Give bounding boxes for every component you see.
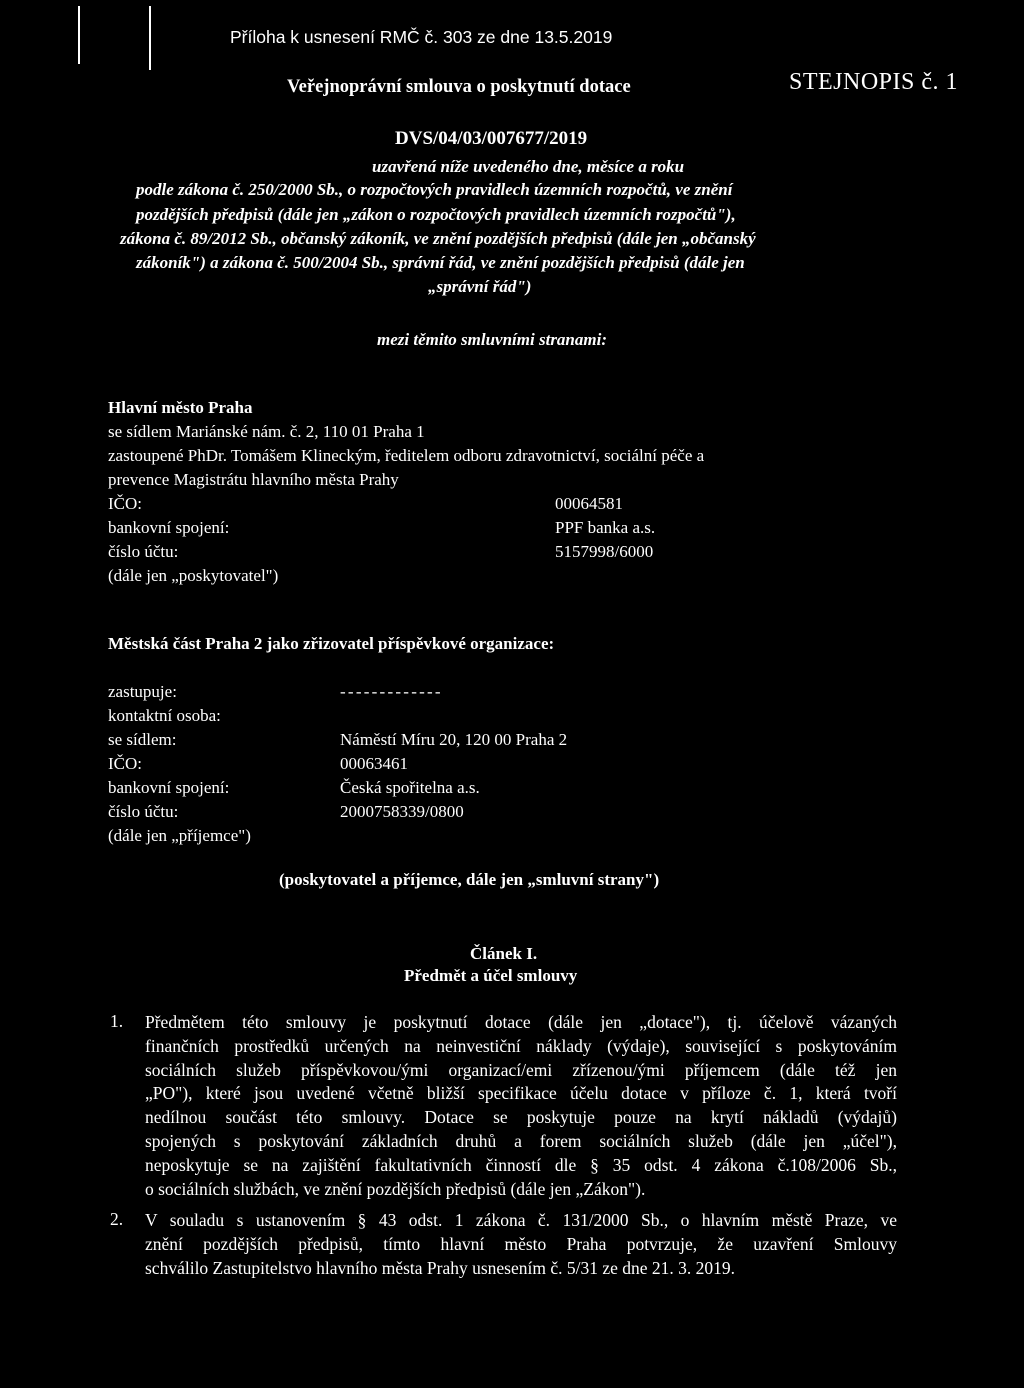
paragraph-2-line-1: V souladu s ustanovením § 43 odst. 1 zákona č. 131/2000 Sb., o hlavním městě Praze, ve [145, 1210, 897, 1230]
paragraph-1-line-1: Předmětem této smlouvy je poskytnutí dotace (dále jen „dotace"), tj. účelově vázaných [145, 1012, 897, 1032]
recipient-ico-label: IČO: [108, 754, 142, 773]
paragraph-1-line-5: nedílnou součást této smlouvy. Dotace se poskytuje pouze na krytí nákladů (výdajů) [145, 1107, 897, 1128]
recipient-seat-label: se sídlem: [108, 730, 177, 749]
preamble-line-4: zákona č. 89/2012 Sb., občanský zákoník, ve znění pozdějších předpisů (dále jen „občanský [120, 229, 756, 248]
article-title: Předmět a účel smlouvy [404, 966, 578, 985]
preamble-line-6: „správní řád") [428, 277, 532, 296]
recipient-heading: Městská část Praha 2 jako zřizovatel příspěvkové organizace: [108, 634, 555, 653]
preamble-line-1: uzavřená níže uvedeného dne, měsíce a roku [372, 157, 685, 176]
paragraph-2 [145, 1209, 897, 1280]
recipient-bank-label: bankovní spojení: [108, 778, 230, 797]
binding-line-right [149, 6, 151, 70]
paragraph-1 [145, 1011, 897, 1201]
preamble-line-5: zákoník") a zákona č. 500/2004 Sb., správní řád, ve znění pozdějších předpisů (dále jen [136, 253, 745, 272]
recipient-contact-label: kontaktní osoba: [108, 706, 221, 725]
provider-account-value: 5157998/6000 [555, 542, 654, 561]
preamble-line-2: podle zákona č. 250/2000 Sb., o rozpočtových pravidlech územních rozpočtů, ve znění [136, 180, 733, 199]
paragraph-2-line-2: znění pozdějších předpisů, tímto hlavní město Praha potvrzuje, že uzavření Smlouvy [145, 1233, 897, 1254]
article-number: Článek I. [470, 944, 538, 963]
provider-name: Hlavní město Praha [108, 398, 253, 417]
paragraph-2-number: 2. [110, 1209, 124, 1229]
provider-ico-label: IČO: [108, 494, 142, 513]
paragraph-1-line-6: spojených s poskytování základních druhů a forem sociálních služeb (dále jen „účel"), [145, 1130, 897, 1151]
recipient-seat-value: Náměstí Míru 20, 120 00 Praha 2 [340, 730, 568, 749]
recipient-ico-value: 00063461 [340, 754, 408, 773]
paragraph-1-line-3: sociálních služeb příspěvkovou/ými organizací/emi zřízenou/ými příjemcem (dále též jen [145, 1059, 897, 1080]
recipient-alias: (dále jen „příjemce") [108, 826, 251, 845]
binding-line-left [78, 6, 80, 64]
reference-number: DVS/04/03/007677/2019 [395, 128, 588, 149]
recipient-represented-value: - - - - - - - - - - - - - [340, 682, 440, 701]
preamble-line-3: pozdějších předpisů (dále jen „zákon o rozpočtových pravidlech územních rozpočtů"), [136, 205, 736, 224]
parties-note: (poskytovatel a příjemce, dále jen „smluvní strany") [279, 870, 660, 889]
paragraph-2-line-3: schválilo Zastupitelstvo hlavního města Prahy usnesením č. 5/31 ze dne 21. 3. 2019. [145, 1257, 736, 1278]
provider-bank-value: PPF banka a.s. [555, 518, 656, 537]
recipient-represented-label: zastupuje: [108, 682, 177, 701]
attachment-note: Příloha k usnesení RMČ č. 303 ze dne 13.5.2019 [230, 27, 613, 47]
paragraph-1-number: 1. [110, 1011, 124, 1031]
paragraph-1-line-7: neposkytuje se na zajištění fakultativních činností dle § 35 odst. 4 zákona č.108/2006 Sb., [145, 1154, 897, 1175]
paragraph-1-line-8: o sociálních službách, ve znění pozdějších předpisů (dále jen „Zákon"). [145, 1178, 646, 1199]
document-title: Veřejnoprávní smlouva o poskytnutí dotace [287, 77, 631, 97]
paragraph-1-line-2: finančních prostředků určených na neinvestiční náklady (výdaje), související s poskytováním [145, 1035, 897, 1056]
between-parties: mezi těmito smluvními stranami: [377, 330, 607, 349]
provider-bank-label: bankovní spojení: [108, 518, 230, 537]
provider-seat: se sídlem Mariánské nám. č. 2, 110 01 Praha 1 [108, 422, 425, 441]
provider-represented-1: zastoupené PhDr. Tomášem Klineckým, ředitelem odboru zdravotnictví, sociální péče a [108, 446, 705, 465]
provider-ico-value: 00064581 [555, 494, 623, 513]
recipient-account-value: 2000758339/0800 [340, 802, 464, 821]
provider-represented-2: prevence Magistrátu hlavního města Prahy [108, 470, 399, 489]
recipient-account-label: číslo účtu: [108, 802, 179, 821]
paragraph-1-line-4: „PO"), které jsou uvedené včetně bližší specifikace účelu dotace v příloze č. 1, která tvoří [145, 1083, 897, 1104]
copy-stamp: STEJNOPIS č. 1 [789, 69, 959, 95]
provider-account-label: číslo účtu: [108, 542, 179, 561]
recipient-bank-value: Česká spořitelna a.s. [340, 778, 480, 797]
provider-alias: (dále jen „poskytovatel") [108, 566, 279, 585]
